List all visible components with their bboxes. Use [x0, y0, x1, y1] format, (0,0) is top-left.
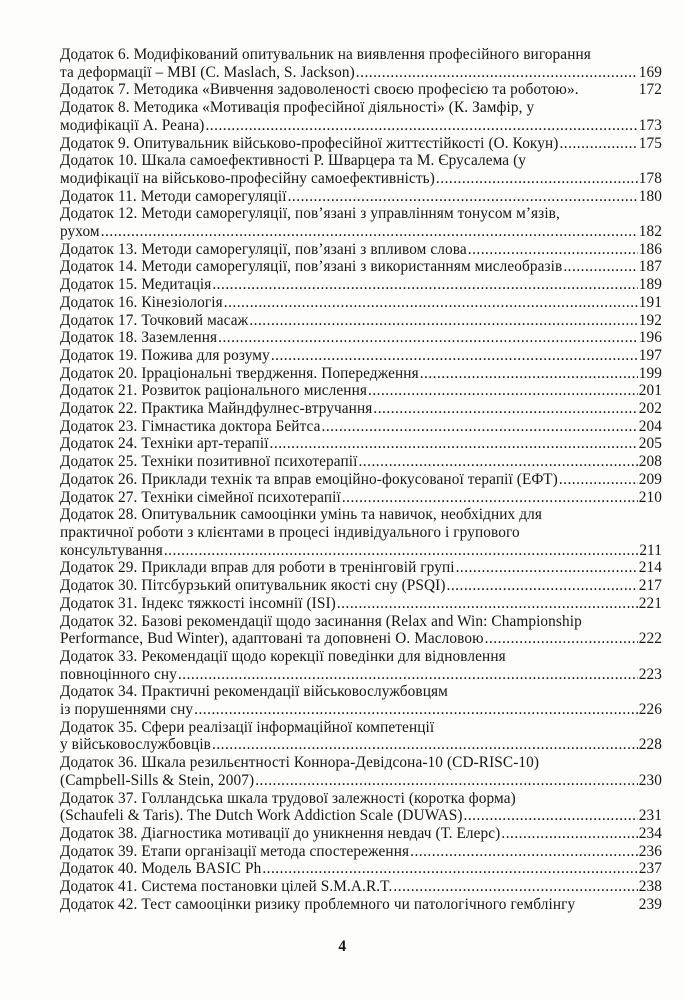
dot-leader [464, 807, 638, 825]
toc-entry-line [60, 347, 662, 365]
toc-entry-text: Додаток 22. Практика Майндфулнес-втручання [60, 400, 373, 418]
dot-leader [218, 329, 638, 347]
toc-entry-text: Додаток 39. Етапи організації метода спостереження [60, 842, 410, 860]
toc-entry [60, 152, 662, 187]
toc-page-number: 175 [638, 134, 662, 152]
toc-entry [60, 312, 662, 330]
page-number: 4 [338, 938, 347, 955]
toc-entry [60, 382, 662, 400]
toc-entry [60, 347, 662, 365]
toc-entry [60, 489, 662, 507]
toc-entry-text: Додаток 26. Приклади технік та вправ емоційно-фокусованої терапії (ЕФТ) [60, 470, 558, 488]
dot-leader [501, 825, 637, 843]
toc-page-number: 196 [638, 329, 662, 347]
toc-entry-line [60, 294, 662, 312]
toc-entry-line: практичної роботи з клієнтами в процесі індивідуального і групового [60, 523, 520, 541]
toc-page-number: 186 [638, 240, 662, 258]
toc-page-number: 208 [638, 453, 662, 471]
toc-entry-line [60, 896, 662, 914]
toc-entry-text: модифікації А. Реана) [60, 116, 205, 134]
toc-entry-line [60, 807, 662, 825]
toc-entry [60, 506, 662, 559]
toc-entry-line: Додаток 36. Шкала резильєнтності Коннора-Девідсона-10 (CD-RISC-10) [60, 754, 540, 772]
toc-page-number: 221 [638, 594, 662, 612]
dot-leader [212, 736, 638, 754]
toc-entry-text: Додаток 29. Приклади вправ для роботи в тренінговій групі [60, 559, 455, 577]
dot-leader [356, 64, 638, 82]
toc-page-number: 199 [638, 364, 662, 382]
toc-entry [60, 188, 662, 206]
toc-entry-line: Додаток 37. Голландська шкала трудової залежності (коротка форма) [60, 789, 516, 807]
toc-entry-line [60, 772, 662, 790]
dot-leader [224, 294, 638, 312]
dot-leader [368, 382, 638, 400]
toc-entry [60, 648, 662, 683]
toc-page-number: 210 [638, 488, 662, 506]
toc-entry-text: Додаток 9. Опитувальник військово-професійної життєстійкості (О. Кокун) [60, 134, 559, 152]
toc-page-number: 180 [638, 187, 662, 205]
toc-entry-text: Додаток 42. Тест самооцінки ризику проблемного чи патологічного гемблінгу [60, 895, 576, 913]
toc-entry [60, 329, 662, 347]
dot-leader [337, 595, 638, 613]
toc-entry-line: Додаток 35. Сфери реалізації інформаційної компетенції [60, 718, 435, 736]
toc-page-number: 204 [638, 417, 662, 435]
toc-entry [60, 896, 662, 914]
toc-entry-text: Додаток 7. Методика «Вивчення задоволеності своєю професією та роботою». [60, 81, 579, 99]
toc-entry-line [60, 365, 662, 383]
toc-entry-line: Додаток 6. Модифікований опитувальник на виявлення професійного вигорання [60, 46, 591, 63]
toc-entry [60, 241, 662, 259]
toc-entry-text: Додаток 15. Медитація [60, 276, 212, 294]
toc-entry-line: Додаток 28. Опитувальник самооцінки умінь та навичок, необхідних для [60, 506, 542, 524]
toc-entry-line: Додаток 12. Методи саморегуляції, пов’язані з управлінням тонусом м’язів, [60, 205, 560, 223]
toc-entry-text: Додаток 17. Точковий масаж [60, 311, 249, 329]
toc-entry-text: консультування [60, 541, 163, 559]
toc-page-number: 237 [638, 860, 662, 878]
toc-entry-line [60, 825, 662, 843]
toc-entry-line [60, 577, 662, 595]
toc-entry-text: модифікації на військово-професійну самоефективність) [60, 169, 435, 187]
dot-leader [178, 666, 638, 684]
dot-leader [456, 559, 638, 577]
toc-entry [60, 595, 662, 613]
toc-entry-line [60, 64, 662, 82]
toc-page-number: 173 [638, 116, 662, 134]
toc-entry-line [60, 860, 662, 878]
dot-leader [262, 860, 637, 878]
dot-leader [194, 701, 638, 719]
dot-leader [559, 135, 637, 153]
toc-page-number: 217 [638, 577, 662, 595]
toc-page-number: 230 [638, 771, 662, 789]
toc-page-number: 223 [638, 665, 662, 683]
toc-entry-line [60, 135, 662, 153]
toc-entry [60, 577, 662, 595]
toc-entry-text: Додаток 14. Методи саморегуляції, пов’язані з використанням мислеобразів [60, 258, 563, 276]
toc-page-number: 189 [638, 276, 662, 294]
toc-entry-text: Додаток 27. Техніки сімейної психотерапії [60, 488, 341, 506]
dot-leader [436, 170, 638, 188]
toc-page-number: 222 [638, 630, 662, 648]
toc-page-number: 202 [638, 400, 662, 418]
toc-entry [60, 294, 662, 312]
toc-entry [60, 825, 662, 843]
toc-entry-line [60, 312, 662, 330]
toc-entry [60, 471, 662, 489]
toc-entry-line: Додаток 32. Базові рекомендації щодо засинання (Relax and Win: Championship [60, 612, 582, 630]
toc-entry-line: Додаток 33. Рекомендації щодо корекції поведінки для відновлення [60, 647, 506, 665]
dot-leader [485, 630, 638, 648]
toc-entry-line: Додаток 34. Практичні рекомендації військовослужбовцям [60, 683, 448, 701]
toc-entry-line [60, 542, 662, 560]
toc-entry-line [60, 382, 662, 400]
toc-entry-line [60, 329, 662, 347]
toc-entry-line [60, 666, 662, 684]
dot-leader [563, 258, 637, 276]
toc-entry-text: Додаток 40. Модель BASIC Ph [60, 860, 262, 878]
dot-leader [255, 772, 638, 790]
toc-page-number: 197 [638, 346, 662, 364]
toc-entry [60, 683, 662, 718]
toc-entry-text: повноцінного сну [60, 665, 177, 683]
toc-entry [60, 276, 662, 294]
toc-entry-line [60, 471, 662, 489]
toc-page-number: 214 [638, 559, 662, 577]
dot-leader [249, 312, 637, 330]
toc-page-number: 228 [638, 736, 662, 754]
dot-leader [205, 117, 637, 135]
toc-entry [60, 400, 662, 418]
dot-leader [410, 843, 638, 861]
dot-leader [373, 400, 637, 418]
toc-page-number: 226 [638, 701, 662, 719]
toc-page-number: 182 [638, 223, 662, 241]
toc-entry-line [60, 435, 662, 453]
dot-leader [164, 542, 638, 560]
toc-entry [60, 754, 662, 789]
toc-entry-text: Додаток 21. Розвиток раціонального мислення [60, 382, 367, 400]
dot-leader [322, 418, 638, 436]
toc-entry-line [60, 223, 662, 241]
dot-leader [270, 435, 638, 453]
dot-leader [447, 577, 638, 595]
toc-entry-line [60, 400, 662, 418]
toc-page-number: 191 [638, 293, 662, 311]
toc-entry-line [60, 878, 662, 896]
toc-entry [60, 878, 662, 896]
toc-entry-text: Додаток 16. Кінезіологія [60, 293, 223, 311]
toc-entry-text: Додаток 23. Гімнастика доктора Бейтса [60, 417, 321, 435]
dot-leader [420, 365, 638, 383]
toc-page-number: 169 [638, 63, 662, 81]
toc-entry-text: та деформації – МВІ (C. Maslach, S. Jackson) [60, 63, 355, 81]
toc-entry-text: Додаток 31. Індекс тяжкості інсомнії (ISI) [60, 594, 336, 612]
toc-page-number: 187 [638, 258, 662, 276]
toc-page-number: 238 [638, 878, 662, 896]
dot-leader [393, 878, 637, 896]
toc-entry [60, 99, 662, 134]
toc-entry-line [60, 489, 662, 507]
toc-page-number: 236 [638, 842, 662, 860]
toc-entry-text: Додаток 25. Техніки позитивної психотерапії [60, 453, 358, 471]
toc-page-number: 192 [638, 311, 662, 329]
toc-entry-text: Додаток 38. Діагностика мотивації до уникнення невдач (Т. Елерс) [60, 824, 501, 842]
toc-entry-line [60, 701, 662, 719]
toc-entry [60, 365, 662, 383]
toc-entry-text: Додаток 41. Система постановки цілей S.M.A.R.T. [60, 878, 393, 896]
toc-entry-line [60, 418, 662, 436]
toc-entry [60, 205, 662, 240]
toc-entry [60, 790, 662, 825]
toc-page-number: 209 [638, 470, 662, 488]
toc-entry-line [60, 81, 662, 99]
dot-leader [468, 241, 638, 259]
toc-page-number: 231 [638, 807, 662, 825]
toc-entry [60, 843, 662, 861]
toc-entry [60, 81, 662, 99]
toc-entry-line [60, 117, 662, 135]
toc-entry-line [60, 188, 662, 206]
toc-entry-line [60, 595, 662, 613]
table-of-contents [60, 46, 662, 913]
toc-page-number: 172 [638, 81, 662, 99]
toc-entry-text: у військовослужбовців [60, 736, 211, 754]
toc-page-number: 211 [639, 541, 662, 559]
toc-entry [60, 435, 662, 453]
toc-entry-line: Додаток 8. Методика «Мотивація професійної діяльності» (К. Замфір, у [60, 99, 535, 117]
dot-leader [559, 471, 638, 489]
toc-page-number: 239 [638, 895, 662, 913]
toc-entry-text: Додаток 13. Методи саморегуляції, пов’язані з впливом слова [60, 240, 467, 258]
toc-entry-text: (Campbell-Sills & Stein, 2007) [60, 771, 255, 789]
toc-entry [60, 613, 662, 648]
toc-entry-text: Додаток 19. Пожива для розуму [60, 346, 270, 364]
dot-leader [101, 223, 638, 241]
toc-entry-line [60, 258, 662, 276]
toc-entry-line [60, 241, 662, 259]
toc-entry [60, 135, 662, 153]
toc-entry [60, 258, 662, 276]
toc-entry-text: із порушеннями сну [60, 701, 194, 719]
toc-entry [60, 719, 662, 754]
toc-entry-line [60, 559, 662, 577]
toc-entry [60, 46, 662, 81]
dot-leader [358, 453, 637, 471]
toc-entry-text: Додаток 30. Пітсбурзький опитувальник якості сну (PSQI) [60, 577, 446, 595]
toc-entry-line [60, 843, 662, 861]
toc-page-number: 205 [638, 435, 662, 453]
toc-entry-line [60, 453, 662, 471]
toc-page-number: 201 [638, 382, 662, 400]
toc-entry-line: Додаток 10. Шкала самоефективності Р. Шварцера та М. Єрусалема (у [60, 152, 527, 170]
toc-entry [60, 418, 662, 436]
toc-entry-text: Додаток 20. Ірраціональні твердження. Попередження [60, 364, 419, 382]
toc-entry [60, 559, 662, 577]
toc-entry-text: (Schaufeli & Taris). The Dutch Work Addiction Scale (DUWAS) [60, 807, 463, 825]
toc-entry-text: Додаток 24. Техніки арт-терапії [60, 435, 269, 453]
dot-leader [342, 489, 638, 507]
dot-leader [288, 188, 638, 206]
toc-entry-text: рухом [60, 223, 100, 241]
dot-leader [271, 347, 638, 365]
dot-leader [212, 276, 637, 294]
toc-page-number: 178 [638, 169, 662, 187]
toc-entry [60, 860, 662, 878]
toc-entry-text: Додаток 11. Методи саморегуляції [60, 187, 287, 205]
toc-entry-line [60, 170, 662, 188]
toc-entry-line [60, 736, 662, 754]
toc-entry [60, 453, 662, 471]
toc-entry-text: Додаток 18. Заземлення [60, 329, 218, 347]
toc-entry-line [60, 276, 662, 294]
toc-entry-text: Performance, Bud Winter), адаптовані та доповнені О. Масловою [60, 630, 484, 648]
toc-page-number: 234 [638, 824, 662, 842]
toc-entry-line [60, 630, 662, 648]
